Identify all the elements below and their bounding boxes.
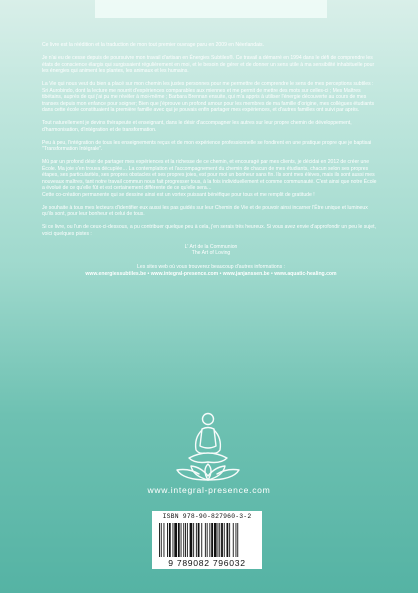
barcode-bar	[190, 523, 193, 557]
websites-intro: Les sites web où vous trouverez beaucoup d'autres informations :	[137, 264, 285, 271]
paragraph: Ce livre est la réédition et la traduction de mon tout premier ouvrage paru en 2009 en Néerlandais.	[42, 42, 264, 48]
paragraph: Je souhaite à tous mes lecteurs d'identifier eux aussi les pas guidés sur leur Chemin de Vie et de pouvoir ainsi incarner l'Être unique et lumineux qu'ils sont, pour leur bonheur et celui de tous.	[42, 204, 368, 217]
barcode-bar	[211, 523, 213, 557]
barcode-bar	[161, 523, 162, 557]
barcode-bars	[159, 523, 255, 557]
barcode-bar	[237, 523, 238, 557]
paragraph: Je n'ai eu de cesse depuis de poursuivre mon travail d'artisan en Énergies Subtiles®. Ce travail a démarré en 1994 dans le défi de comprendre les états de conscience élargis qui surgissaient régulièrement en moi, et le besoin de gérer et de donner un sens utile à ma sensibilité inhabituelle pour les énergies qui animent les plantes, les animaux et les humains.	[42, 55, 375, 74]
barcode-bar	[233, 523, 234, 557]
barcode-bar	[169, 523, 171, 557]
barcode-bar	[227, 523, 229, 557]
barcode-bar	[173, 523, 174, 557]
meditation-lotus-icon	[169, 410, 247, 482]
barcode-bar	[164, 523, 165, 557]
paragraph: La Vie qui nous veut du bien a placé sur mon chemin les justes personnes pour me permettre de comprendre le sens de mes perceptions subtiles : Sri Aurobindo, dont la lecture me nourrit d'expériences comparables aux miennes et me permit de mettre des mots sur celles-ci ; Mes Maîtres tibétains, auprès de qui j'ai pu me révéler à moi-même ; Barbara Brennan ensuite, qui m'a appris à utiliser l'énergie découverte au cours de mes transes depuis mon enfance pour soigner; Bien que j'éprouve un profond amour pour les membres de ma famille d'origine, mes collègues étudiants dans cette école constituaient la première famille avec qui je pouvais enfin partager mes expériences, et d'autres familles ont suivi par après.	[42, 81, 375, 113]
book-list	[42, 244, 380, 258]
barcode-bar	[178, 523, 180, 557]
paragraph: Si ce livre, ou l'un de ceux-ci-dessous, a pu contribuer quelque peu à cela, j'en serais très heureux. Si vous avez envie d'approfondir un peu le sujet, voici quelques pistes :	[42, 224, 376, 237]
barcode-bar	[198, 523, 200, 557]
ean-number: 9 789082 796032	[168, 558, 246, 568]
barcode-bar	[229, 523, 230, 557]
websites-list: www.energiessubtiles.be • www.integral-presence.com • www.janjanssen.be • www.aquatic-healing.com	[85, 270, 337, 277]
top-strip	[95, 0, 327, 18]
book-title: The Art of Loving	[191, 250, 231, 257]
barcode-bar	[224, 523, 225, 557]
isbn-label: ISBN 978-90-827960-3-2	[162, 513, 252, 520]
websites-section	[42, 264, 380, 277]
back-cover-text	[42, 42, 380, 277]
barcode-bar	[201, 523, 202, 557]
barcode-bar	[207, 523, 208, 557]
barcode-bar	[159, 523, 160, 557]
website-url: www.integral-presence.com	[147, 485, 271, 495]
barcode-bar	[187, 523, 188, 557]
paragraph: Tout naturellement je devins thérapeute et enseignant, dans le désir d'accompagner les autres sur leur propre chemin de développement, d'harmonisation, d'intégration et de transformation.	[42, 120, 352, 133]
barcode-bar	[219, 523, 220, 557]
barcode-bar	[167, 523, 168, 557]
paragraph: Peu à peu, l'intégration de tous les enseignements reçus et de mon expérience professionnelle se fondirent en une pratique propre que je baptisai "Transformation Intégrale".	[42, 139, 372, 152]
barcode-bar	[185, 523, 186, 557]
barcode-bar	[214, 523, 217, 557]
book-title: L' Art de la Communion	[184, 243, 238, 250]
barcode-bar	[193, 523, 194, 557]
barcode-bar	[181, 523, 182, 557]
barcode-bar	[209, 523, 210, 557]
barcode-bar	[196, 523, 197, 557]
barcode-bar	[218, 523, 219, 557]
barcode-bar	[221, 523, 223, 557]
barcode-bar	[183, 523, 184, 557]
barcode-bar	[174, 523, 177, 557]
isbn-barcode	[152, 511, 262, 569]
paragraph: Mû par un profond désir de partager mes expériences et la richesse de ce chemin, et encouragé par mes clients, je décidai en 2012 de créer une École. Ma joie s'en trouva décuplée… La contemplation et l'accompagnement du chemin de chacun de mes étudiants, chacun selon ses propres étapes, ses particularités, ses propres obstacles et ses propres joies, est pour moi un bonheur sans fin. Ils sont mes élèves, mais ils sont aussi mes nouveaux maîtres, tant notre travail commun nous fait progresser tous, à la fois individuellement et comme communauté. C'est ainsi que notre École a évolué de ce qu'elle fût et est certainement différente de ce qu'elle sera… Cette co-création permanente qui se dessine ainsi est un vortex puissant bénéfique pour tous et me remplit de gratitude !	[42, 159, 377, 198]
barcode-bar	[236, 523, 237, 557]
barcode-bar	[205, 523, 206, 557]
